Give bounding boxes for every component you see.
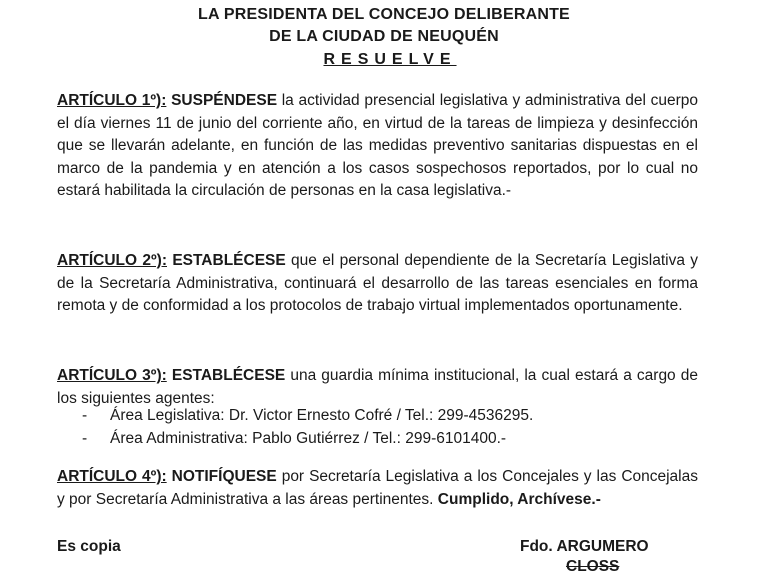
signature-fdo: Fdo. ARGUMERO (520, 538, 649, 555)
list-item (82, 405, 698, 428)
header-resuelve: RESUELVE (323, 51, 457, 68)
article-2-text: que el personal dependiente de la Secretaría Legislativa y de la Secretaría Administrativa, continuará el desarrollo de las tareas esenciales en forma remota y de conformidad a los protocolos de trabajo virtual implementados oportunamente. (57, 252, 699, 314)
article-2 (57, 250, 698, 318)
article-1-lead: ARTÍCULO 1º): (57, 92, 167, 109)
article-1-text: la actividad presencial legislativa y administrativa del cuerpo el día viernes 11 de junio del corriente año, en virtud de la tareas de limpieza y desinfección que se llevarán adelante, en función de las medidas preventivo sanitarias dispuestas en el marco de la pandemia y en atención a los casos sospechosos reportados, por lo cual no estará habilitada la circulación de personas en la casa legislativa.- (57, 92, 698, 199)
article-3-keyword: ESTABLÉCESE (171, 367, 286, 384)
es-copia-label: Es copia (57, 538, 121, 555)
article-3 (57, 365, 698, 410)
header-title-line2: DE LA CIUDAD DE NEUQUÉN (269, 28, 499, 45)
agent-legislativa: Área Legislativa: Dr. Victor Ernesto Cofré / Tel.: 299-4536295. (110, 407, 534, 424)
article-2-keyword: ESTABLÉCESE (172, 252, 286, 269)
header-title-line1: LA PRESIDENTA DEL CONCEJO DELIBERANTE (198, 6, 570, 23)
list-bullet: - (82, 407, 88, 424)
list-bullet: - (82, 429, 88, 447)
article-1 (57, 90, 698, 203)
article-3-text: una guardia mínima institucional, la cual estará a cargo de los siguientes agentes: (57, 367, 699, 407)
article-2-lead: ARTÍCULO 2º): (57, 252, 167, 269)
article-4-closing: Cumplido, Archívese.- (437, 490, 601, 508)
agent-administrativa: Área Administrativa: Pablo Gutiérrez / Tel.: 299-6101400.- (110, 429, 507, 447)
list-item (82, 428, 698, 451)
signature-partial: CLOSS (566, 558, 620, 575)
article-4-keyword: NOTIFÍQUESE (171, 468, 277, 485)
article-3-lead: ARTÍCULO 3º): (57, 367, 167, 384)
agents-list (82, 405, 698, 450)
article-4-lead: ARTÍCULO 4º): (57, 468, 167, 485)
article-4 (57, 466, 698, 511)
article-1-keyword: SUSPÉNDESE (171, 92, 278, 109)
article-4-text: por Secretaría Legislativa a los Concejales y las Concejalas y por Secretaría Administrativa a las áreas pertinentes. (57, 468, 698, 508)
